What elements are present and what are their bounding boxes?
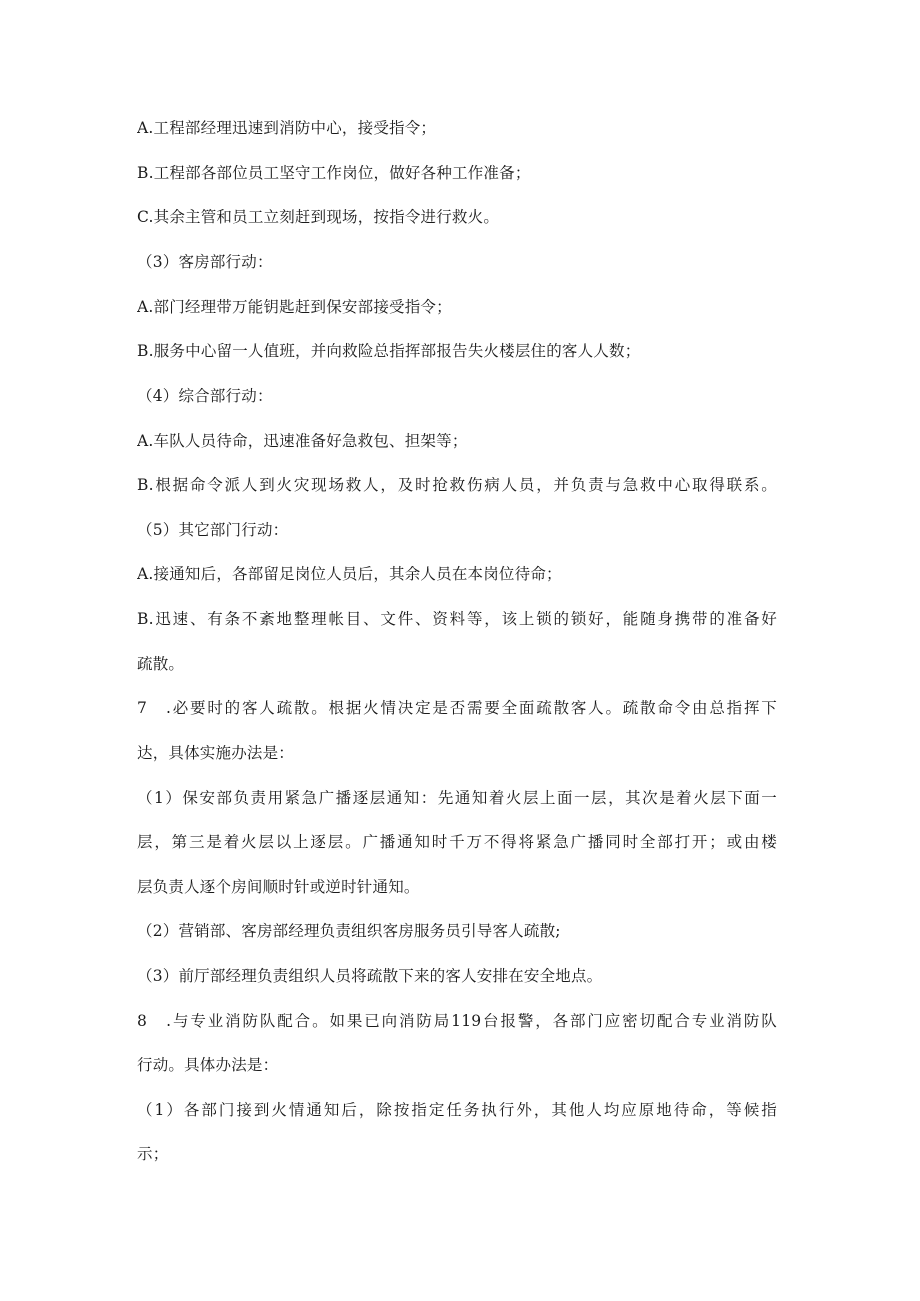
text-line: A.接通知后，各部留足岗位人员后，其余人员在本岗位待命；: [137, 565, 562, 583]
text-line: 行动。具体办法是：: [137, 1056, 279, 1074]
text-line: 达，具体实施办法是：: [137, 744, 295, 762]
text-line: （5）其它部门行动：: [137, 521, 289, 539]
text-line: A.工程部经理迅速到消防中心，接受指令；: [137, 119, 437, 137]
text-line: （1）各部门接到火情通知后，除按指定任务执行外，其他人均应原地待命，等候指: [137, 1101, 777, 1119]
text-line: 层，第三是着火层以上逐层。广播通知时千万不得将紧急广播同时全部打开；或由楼: [137, 833, 777, 851]
text-line: 7 .必要时的客人疏散。根据火情决定是否需要全面疏散客人。疏散命令由总指挥下: [137, 699, 777, 717]
text-line: B.根据命令派人到火灾现场救人，及时抢救伤病人员，并负责与急救中心取得联系。: [137, 476, 777, 494]
text-line: （2）营销部、客房部经理负责组织客房服务员引导客人疏散;: [137, 922, 561, 940]
text-line: C.其余主管和员工立刻赶到现场，按指令进行救火。: [137, 208, 500, 226]
text-line: 疏散。: [137, 655, 185, 673]
text-line: （3）客房部行动：: [137, 253, 273, 271]
text-line: （1）保安部负责用紧急广播逐层通知：先通知着火层上面一层，其次是着火层下面一: [137, 789, 777, 807]
text-line: B.服务中心留一人值班，并向救险总指挥部报告失火楼层住的客人人数；: [137, 342, 641, 360]
text-line: 8 .与专业消防队配合。如果已向消防局119台报警，各部门应密切配合专业消防队: [137, 1012, 777, 1030]
text-line: （3）前厅部经理负责组织人员将疏散下来的客人安排在安全地点。: [137, 967, 603, 985]
text-line: A.部门经理带万能钥匙赶到保安部接受指令；: [137, 298, 452, 316]
text-line: B.迅速、有条不紊地整理帐目、文件、资料等，该上锁的锁好，能随身携带的准备好: [137, 610, 777, 628]
text-line: A.车队人员待命，迅速准备好急救包、担架等；: [137, 432, 468, 450]
text-line: 示；: [137, 1145, 169, 1163]
text-line: （4）综合部行动：: [137, 387, 273, 405]
text-line: B.工程部各部位员工坚守工作岗位，做好各种工作准备；: [137, 164, 531, 182]
text-line: 层负责人逐个房间顺时针或逆时针通知。: [137, 878, 420, 896]
